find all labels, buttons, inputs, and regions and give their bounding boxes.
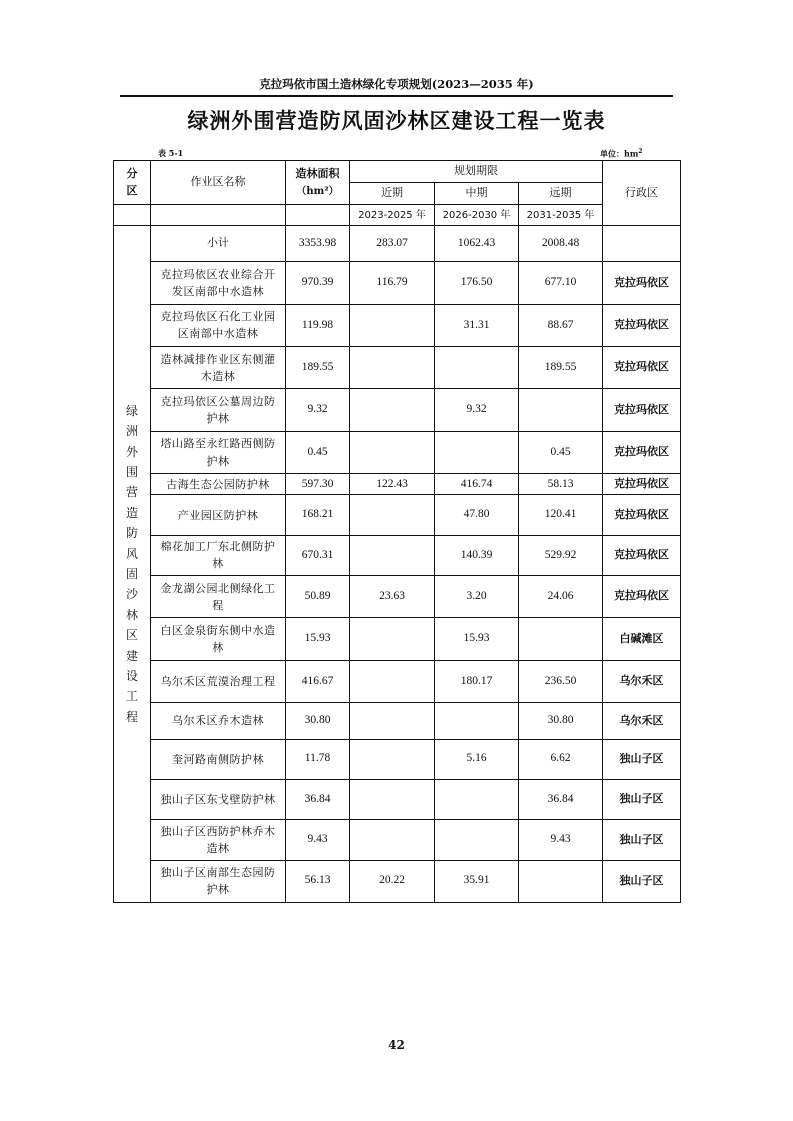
zone-name-char: 防 bbox=[125, 526, 138, 541]
row-district: 独山子区 bbox=[603, 779, 681, 819]
row-name: 独山子区东戈壁防护林 bbox=[151, 779, 286, 819]
row-far bbox=[519, 860, 603, 902]
row-area: 9.32 bbox=[286, 389, 350, 431]
row-far: 30.80 bbox=[519, 703, 603, 739]
subtotal-district bbox=[603, 226, 681, 262]
table-row bbox=[114, 431, 681, 473]
header-area-label: 造林面积 bbox=[295, 166, 340, 180]
row-district: 克拉玛依区 bbox=[603, 262, 681, 304]
zone-name-char: 工 bbox=[125, 689, 138, 704]
row-area: 56.13 bbox=[286, 860, 350, 902]
row-district: 克拉玛依区 bbox=[603, 304, 681, 346]
row-area: 970.39 bbox=[286, 262, 350, 304]
header-name: 作业区名称 bbox=[151, 161, 286, 205]
header-mid: 中期 bbox=[435, 183, 519, 205]
row-district: 乌尔禾区 bbox=[603, 660, 681, 702]
zone-name-char: 设 bbox=[125, 668, 138, 683]
zone-name-char: 固 bbox=[125, 567, 138, 581]
header-district: 行政区 bbox=[603, 161, 681, 226]
row-area: 168.21 bbox=[286, 495, 350, 535]
row-district: 克拉玛依区 bbox=[603, 431, 681, 473]
row-area: 189.55 bbox=[286, 347, 350, 389]
row-district: 克拉玛依区 bbox=[603, 495, 681, 535]
zone-name-char: 风 bbox=[125, 546, 138, 561]
row-name: 乌尔禾区乔木造林 bbox=[151, 703, 286, 739]
row-far: 236.50 bbox=[519, 660, 603, 702]
row-name: 金龙湖公园北侧绿化工程 bbox=[151, 576, 286, 618]
table-row bbox=[114, 618, 681, 660]
table-row bbox=[114, 495, 681, 535]
zone-name-char: 洲 bbox=[125, 424, 138, 439]
row-near bbox=[350, 431, 435, 473]
header-area-unit: （hm²） bbox=[296, 186, 339, 198]
row-name: 独山子区南部生态园防护林 bbox=[151, 860, 286, 902]
row-mid: 176.50 bbox=[435, 262, 519, 304]
row-near bbox=[350, 389, 435, 431]
row-far bbox=[519, 389, 603, 431]
zone-name-char: 沙 bbox=[125, 587, 138, 602]
subtotal-area: 3353.98 bbox=[286, 226, 350, 262]
table-row bbox=[114, 576, 681, 618]
subtotal-mid: 1062.43 bbox=[435, 226, 519, 262]
table-row bbox=[114, 389, 681, 431]
row-near: 116.79 bbox=[350, 262, 435, 304]
row-near bbox=[350, 618, 435, 660]
row-mid: 3.20 bbox=[435, 576, 519, 618]
row-far: 677.10 bbox=[519, 262, 603, 304]
table-row bbox=[114, 660, 681, 702]
row-district: 克拉玛依区 bbox=[603, 389, 681, 431]
zone-name-char: 林 bbox=[125, 607, 138, 622]
row-mid: 416.74 bbox=[435, 474, 519, 495]
row-area: 30.80 bbox=[286, 703, 350, 739]
row-near bbox=[350, 820, 435, 860]
table-title: 绿洲外围营造防风固沙林区建设工程一览表 bbox=[187, 109, 606, 133]
table-row bbox=[114, 703, 681, 739]
table-row bbox=[114, 262, 681, 304]
row-area: 597.30 bbox=[286, 474, 350, 495]
row-district: 白碱滩区 bbox=[603, 618, 681, 660]
row-area: 119.98 bbox=[286, 304, 350, 346]
header-near-years: 2023-2025 年 bbox=[350, 205, 435, 226]
row-district: 克拉玛依区 bbox=[603, 474, 681, 495]
row-far bbox=[519, 618, 603, 660]
row-mid: 9.32 bbox=[435, 389, 519, 431]
row-district: 独山子区 bbox=[603, 860, 681, 902]
table-row bbox=[114, 535, 681, 575]
row-far: 120.41 bbox=[519, 495, 603, 535]
row-far: 189.55 bbox=[519, 347, 603, 389]
row-area: 50.89 bbox=[286, 576, 350, 618]
row-mid: 140.39 bbox=[435, 535, 519, 575]
row-mid: 31.31 bbox=[435, 304, 519, 346]
unit-text: 单位：hm bbox=[600, 148, 639, 159]
row-name: 白区金泉街东侧中水造林 bbox=[151, 618, 286, 660]
zone-name-char: 区 bbox=[125, 628, 138, 643]
row-area: 0.45 bbox=[286, 431, 350, 473]
row-district: 独山子区 bbox=[603, 739, 681, 779]
row-name: 克拉玛依区农业综合开发区南部中水造林 bbox=[151, 262, 286, 304]
unit-superscript: 2 bbox=[638, 148, 643, 155]
row-far: 88.67 bbox=[519, 304, 603, 346]
row-near bbox=[350, 739, 435, 779]
unit-label bbox=[600, 148, 642, 160]
row-far: 529.92 bbox=[519, 535, 603, 575]
row-far: 6.62 bbox=[519, 739, 603, 779]
row-area: 15.93 bbox=[286, 618, 350, 660]
table-row bbox=[114, 347, 681, 389]
table-row bbox=[114, 739, 681, 779]
table-row bbox=[114, 820, 681, 860]
row-name: 产业园区防护林 bbox=[151, 495, 286, 535]
header-area bbox=[286, 161, 350, 205]
row-mid bbox=[435, 779, 519, 819]
row-name: 克拉玛依区公墓周边防护林 bbox=[151, 389, 286, 431]
row-near bbox=[350, 660, 435, 702]
row-name: 乌尔禾区荒漠治理工程 bbox=[151, 660, 286, 702]
row-near: 20.22 bbox=[350, 860, 435, 902]
row-far: 24.06 bbox=[519, 576, 603, 618]
header-mid-years: 2026-2030 年 bbox=[435, 205, 519, 226]
zone-name-char: 围 bbox=[125, 465, 138, 480]
row-name: 独山子区西防护林乔木造林 bbox=[151, 820, 286, 860]
header-far: 远期 bbox=[519, 183, 603, 205]
row-far: 9.43 bbox=[519, 820, 603, 860]
row-district: 克拉玛依区 bbox=[603, 576, 681, 618]
row-district: 乌尔禾区 bbox=[603, 703, 681, 739]
row-name: 塔山路至永红路西侧防护林 bbox=[151, 431, 286, 473]
row-area: 9.43 bbox=[286, 820, 350, 860]
row-district: 克拉玛依区 bbox=[603, 347, 681, 389]
row-near bbox=[350, 304, 435, 346]
row-far: 0.45 bbox=[519, 431, 603, 473]
header-zone: 分 区 bbox=[114, 161, 151, 205]
row-area: 416.67 bbox=[286, 660, 350, 702]
row-near bbox=[350, 495, 435, 535]
table-body bbox=[114, 226, 681, 903]
row-name: 古海生态公园防护林 bbox=[151, 474, 286, 495]
row-far: 58.13 bbox=[519, 474, 603, 495]
zone-name-char: 营 bbox=[125, 485, 138, 500]
afforestation-table bbox=[113, 160, 681, 903]
row-district: 克拉玛依区 bbox=[603, 535, 681, 575]
zone-name-cell bbox=[114, 226, 151, 903]
row-mid: 35.91 bbox=[435, 860, 519, 902]
table-row bbox=[114, 474, 681, 495]
header-name-cont bbox=[151, 205, 286, 226]
subtotal-near: 283.07 bbox=[350, 226, 435, 262]
subtotal-far: 2008.48 bbox=[519, 226, 603, 262]
subtotal-label: 小计 bbox=[151, 226, 286, 262]
zone-name-char: 程 bbox=[125, 709, 138, 724]
row-near: 23.63 bbox=[350, 576, 435, 618]
row-area: 36.84 bbox=[286, 779, 350, 819]
row-mid: 5.16 bbox=[435, 739, 519, 779]
row-far: 36.84 bbox=[519, 779, 603, 819]
header-rule bbox=[120, 95, 673, 97]
table-row bbox=[114, 779, 681, 819]
table-id: 表 5-1 bbox=[158, 148, 184, 158]
row-near: 122.43 bbox=[350, 474, 435, 495]
row-district: 独山子区 bbox=[603, 820, 681, 860]
zone-name-char: 绿 bbox=[125, 403, 138, 418]
header-plan-period: 规划期限 bbox=[350, 161, 603, 183]
page-number: 42 bbox=[388, 1038, 405, 1052]
header-near: 近期 bbox=[350, 183, 435, 205]
header-far-years: 2031-2035 年 bbox=[519, 205, 603, 226]
row-area: 11.78 bbox=[286, 739, 350, 779]
table-row bbox=[114, 860, 681, 902]
row-mid: 15.93 bbox=[435, 618, 519, 660]
zone-name-char: 外 bbox=[125, 444, 138, 459]
subtotal-row bbox=[114, 226, 681, 262]
row-near bbox=[350, 347, 435, 389]
row-name: 奎河路南侧防护林 bbox=[151, 739, 286, 779]
zone-name-char: 建 bbox=[125, 648, 138, 663]
row-mid bbox=[435, 431, 519, 473]
zone-name-char: 造 bbox=[125, 505, 138, 520]
row-mid: 180.17 bbox=[435, 660, 519, 702]
row-near bbox=[350, 779, 435, 819]
row-mid bbox=[435, 820, 519, 860]
row-area: 670.31 bbox=[286, 535, 350, 575]
header-zone-cont bbox=[114, 205, 151, 226]
row-near bbox=[350, 703, 435, 739]
row-name: 造林减排作业区东侧灌木造林 bbox=[151, 347, 286, 389]
row-name: 棉花加工厂东北侧防护林 bbox=[151, 535, 286, 575]
row-mid bbox=[435, 347, 519, 389]
row-mid bbox=[435, 703, 519, 739]
row-name: 克拉玛依区石化工业园区南部中水造林 bbox=[151, 304, 286, 346]
row-near bbox=[350, 535, 435, 575]
table-row bbox=[114, 304, 681, 346]
running-header: 克拉玛依市国土造林绿化专项规划(2023—2035 年) bbox=[259, 77, 534, 91]
header-area-cont bbox=[286, 205, 350, 226]
row-mid: 47.80 bbox=[435, 495, 519, 535]
